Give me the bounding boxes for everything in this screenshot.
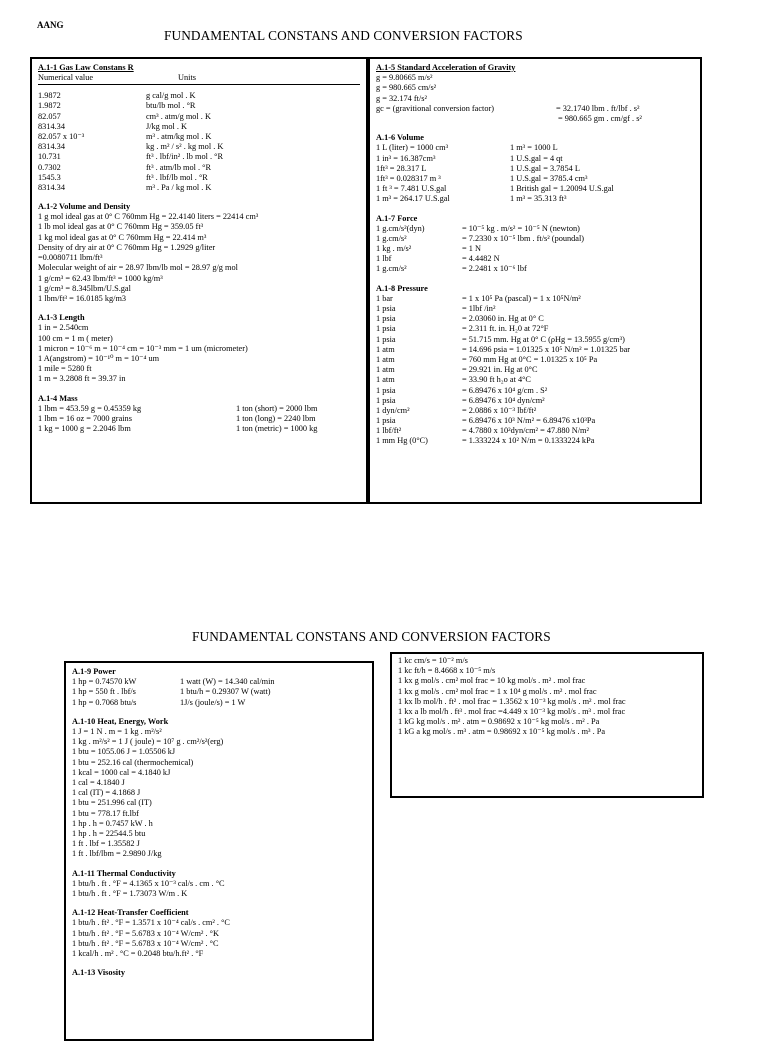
text-line: Molecular weight of air = 28.97 lbm/lb mol = 28.97 g/g mol [38, 263, 238, 273]
right-panel-top [368, 57, 702, 504]
table-row [376, 244, 694, 254]
text-line: 1 kc ft/h = 8.4668 x 10⁻⁵ m/s [398, 666, 496, 676]
row-value: = 1lbf /in² [462, 304, 496, 314]
numeric-value: 8314.34 [38, 142, 65, 152]
section-title: A.1-12 Heat-Transfer Coefficient [72, 908, 189, 918]
table-row [376, 194, 694, 204]
row-key: 1 atm [376, 365, 395, 375]
text-line: 1 btu/h . ft² . °F = 5.6783 x 10⁻⁴ W/cm² . °K [72, 928, 219, 938]
row-key: 1 psia [376, 334, 396, 344]
section-a1-6 [376, 133, 694, 204]
units-value: m³ . atm/kg mol . K [146, 131, 212, 141]
text-line: 1 ft . lbf = 1.35582 J [72, 839, 140, 849]
numeric-value: 82.057 x 10⁻³ [38, 131, 85, 141]
row-value: 1 U.S.gal = 4 qt [510, 153, 563, 163]
table-row [376, 164, 694, 174]
text-line: 1 kx lb mol/h . ft² . mol frac = 1.3562 x 10⁻³ kg mol/s . m² . mol frac [398, 696, 626, 706]
numeric-value: 82.057 [38, 111, 61, 121]
text-line: 1 btu/h . ft . °F = 4.1365 x 10⁻³ cal/s . cm . °C [72, 878, 225, 888]
gc-value: = 32.1740 lbm . ft/lbf . s² [556, 103, 640, 113]
numeric-value: 1.9872 [38, 91, 61, 101]
row-value: = 51.715 mm. Hg at 0° C (ρHg = 13.5955 g/cm³) [462, 334, 625, 344]
table-row [376, 365, 694, 375]
table-row [376, 254, 694, 264]
text-line: 1 hp . h = 0.7457 kW . h [72, 818, 153, 828]
row-key: 1 psia [376, 395, 396, 405]
table-row [376, 324, 694, 334]
text-line: 1 kg . m²/s² = 1 J ( joule) = 10⁷ g . cm²/s²(erg) [72, 737, 224, 747]
units-value: g cal/g mol . K [146, 91, 196, 101]
table-row [376, 224, 694, 234]
text-line: 1 kg mol ideal gas at 0° C 760mm Hg = 22.414 m³ [38, 232, 207, 242]
text-line: 1 kcal/h . m² . °C = 0.2048 btu/h.ft² . °F [72, 949, 204, 959]
row-key: 1 g.cm/s² [376, 233, 407, 243]
numeric-value: 8314.34 [38, 121, 65, 131]
mass-table [38, 404, 360, 435]
numeric-value: 0.7302 [38, 162, 61, 172]
row-key: 1 lbf/ft² [376, 426, 402, 436]
text-line: 1 btu = 252.16 cal (thermochemical) [72, 757, 194, 767]
row-key: 1 psia [376, 324, 396, 334]
row-key: 1 g.cm/s² [376, 264, 407, 274]
text-line: 1 micron = 10⁻⁶ m = 10⁻⁴ cm = 10⁻³ mm = 1 um (micrometer) [38, 343, 248, 353]
table-row [376, 234, 694, 244]
section-a1-8 [376, 284, 694, 447]
left-panel-top [30, 57, 368, 504]
text-line: 1 btu = 251.996 cal (IT) [72, 798, 152, 808]
units-value: ft³ . lbf/in² . lb mol . °R [146, 152, 223, 162]
row-key: 1 dyn/cm² [376, 405, 410, 415]
row-key: 1 psia [376, 314, 396, 324]
text-line: 1 ft . lbf/lbm = 2.9890 J/kg [72, 849, 162, 859]
row-key: 1 lbm = 16 oz = 7000 grains [38, 413, 132, 423]
row-key: 1 g.cm/s²(dyn) [376, 223, 425, 233]
text-line: Density of dry air at 0° C 760mm Hg = 1.2929 g/liter [38, 242, 216, 252]
row-value: 1 ton (metric) = 1000 kg [236, 424, 318, 434]
section-a1-1 [38, 63, 360, 193]
section-title: A.1-13 Visosity [72, 968, 126, 978]
section-a1-2 [38, 202, 360, 304]
row-key: 1 hp = 550 ft . lbf/s [72, 687, 136, 697]
row-value: = 2.311 ft. in. H₂0 at 72°F [462, 324, 549, 334]
table-row [376, 406, 694, 416]
table-row [38, 91, 360, 101]
text-line: 1 g/cm³ = 8.345lbm/U.S.gal [38, 283, 131, 293]
section-title: A.1-10 Heat, Energy, Work [72, 716, 169, 726]
row-value: = 6.89476 x 10³ N/m² = 6.89476 x10³Pa [462, 416, 596, 426]
text-line: 1 mile = 5280 ft [38, 364, 92, 374]
text-line: g = 980.665 cm/s² [376, 83, 437, 93]
text-line: 1 kx a lb mol/h . ft³ . mol frac =4.449 x 10⁻³ kg mol/s . m³ . mol frac [398, 707, 626, 717]
table-row [376, 355, 694, 365]
page-title: FUNDAMENTAL CONSTANS AND CONVERSION FACTORS [164, 28, 523, 43]
page-title: FUNDAMENTAL CONSTANS AND CONVERSION FACTORS [192, 629, 551, 644]
line-list [72, 727, 366, 860]
col-header-units: Units [178, 73, 196, 83]
row-key: 1 L (liter) = 1000 cm³ [376, 143, 449, 153]
row-key: 1 bar [376, 293, 393, 303]
row-value: = 2.0886 x 10⁻³ lbf/ft² [462, 405, 537, 415]
numeric-value: 1545.3 [38, 172, 61, 182]
text-line: 1 hp . h = 22544.5 btu [72, 829, 146, 838]
table-row [376, 416, 694, 426]
force-table [376, 224, 694, 275]
row-value: 1 m³ = 35.313 ft³ [510, 194, 567, 204]
row-value: = 6.89476 x 10⁴ g/cm . S² [462, 385, 548, 395]
row-value: 1 British gal = 1.20094 U.S.gal [510, 184, 614, 194]
table-row [376, 294, 694, 304]
section-title: A.1-9 Power [72, 667, 116, 676]
row-value: = 4.4482 N [462, 254, 500, 264]
row-value: = 14.696 psia = 1.01325 x 10⁵ N/m² = 1.01325 bar [462, 344, 631, 354]
row-key: 1 kg . m/s² [376, 244, 412, 254]
mass-transfer-panel [390, 652, 704, 798]
line-list [376, 73, 694, 104]
volume-table [376, 143, 694, 204]
units-value: m³ . Pa / kg mol . K [146, 182, 212, 192]
section-a1-13 [72, 968, 366, 978]
text-line: 1 btu/h . ft² . °F = 1.3571 x 10⁻⁴ cal/s . cm² . °C [72, 918, 230, 928]
row-value: 1 watt (W) = 14.340 cal/min [180, 677, 275, 687]
line-list [38, 323, 360, 384]
row-value: = 29.921 in. Hg at 0°C [462, 365, 538, 375]
text-line: 1 cal = 4.1840 J [72, 777, 125, 787]
table-row [38, 132, 360, 142]
table-row [376, 264, 694, 274]
table-row [38, 173, 360, 183]
table-row [72, 698, 366, 708]
table-row [376, 375, 694, 385]
section-title: A.1-7 Force [376, 213, 418, 223]
text-line: g = 9.80665 m/s² [376, 73, 433, 83]
table-row [376, 154, 694, 164]
numeric-value: 8314.34 [38, 182, 65, 192]
row-key: 1 lbm = 453.59 g = 0.45359 kg [38, 403, 142, 413]
text-line: 1 A(angstrom) = 10⁻¹⁰ m = 10⁻⁴ um [38, 353, 160, 363]
row-key: 1 hp = 0.74570 kW [72, 677, 137, 687]
text-line: 1 lbm/ft³ = 16.0185 kg/m3 [38, 293, 127, 303]
table-row [72, 687, 366, 697]
section-a1-11 [72, 869, 366, 900]
row-key: 1ft³ = 0.028317 m ³ [376, 173, 441, 183]
row-key: 1 hp = 0.7068 btu/s [72, 697, 137, 707]
section-title: A.1-3 Length [38, 313, 85, 323]
units-value: ft³ . atm/lb mol . °R [146, 162, 212, 172]
text-line: 1 kx g mol/s . cm² mol frac = 1 x 10⁴ g mol/s . m² . mol frac [398, 686, 597, 696]
text-line: 1 kc cm/s = 10⁻² m/s [398, 656, 468, 665]
row-key: 1 lbf [376, 254, 392, 264]
table-row [376, 314, 694, 324]
row-value: = 760 mm Hg at 0°C = 1.01325 x 10⁵ Pa [462, 354, 598, 364]
section-a1-3 [38, 313, 360, 384]
table-row [72, 677, 366, 687]
text-line: 1 btu/h . ft² . °F = 5.6783 x 10⁻⁴ W/cm² . °C [72, 938, 219, 948]
text-line: 1 m = 3.2808 ft = 39.37 in [38, 374, 126, 384]
section-a1-5 [376, 63, 694, 124]
row-value: = 33.90 ft h₂o at 4°C [462, 375, 531, 385]
row-value: = 10⁻⁵ kg . m/s² = 10⁻⁵ N (newton) [462, 223, 580, 233]
section-a1-12 [72, 908, 366, 959]
row-key: 1 ft ³ = 7.481 U.S.gal [376, 184, 447, 194]
text-line: 1 kcal = 1000 cal = 4.1840 kJ [72, 767, 171, 777]
pressure-table [376, 294, 694, 447]
text-line: 1 g mol ideal gas at 0° C 760mm Hg = 22.4140 liters = 22414 cm³ [38, 212, 259, 222]
numeric-value: 10.731 [38, 152, 61, 162]
section-a1-10 [72, 717, 366, 860]
section-title: A.1-8 Pressure [376, 283, 428, 293]
section-title: A.1-11 Thermal Conductivity [72, 868, 176, 878]
table-row [38, 163, 360, 173]
line-list [38, 212, 360, 304]
table-row [38, 404, 360, 414]
section-a1-9 [72, 667, 366, 708]
row-value: = 1 x 10⁵ Pa (pascal) = 1 x 10⁵N/m² [462, 293, 581, 303]
row-key: 1 m³ = 264.17 U.S.gal [376, 194, 450, 204]
gas-constant-table [38, 91, 360, 193]
section-title: A.1-2 Volume and Density [38, 202, 131, 212]
row-value: 1 U.S.gal = 3.7854 L [510, 163, 580, 173]
row-value: 1 btu/h = 0.29307 W (watt) [180, 687, 271, 697]
row-value: = 2.2481 x 10⁻⁶ lbf [462, 264, 527, 274]
line-list [72, 918, 366, 959]
table-row [38, 101, 360, 111]
row-value: 1 U.S.gal = 3785.4 cm³ [510, 173, 588, 183]
text-line: 1 lb mol ideal gas at 0° C 760mm Hg = 359.05 ft³ [38, 222, 204, 232]
text-line: 1 kx g mol/s . cm² mol frac = 10 kg mol/s . m² . mol frac [398, 676, 586, 686]
row-value: = 6.89476 x 10⁴ dyn/cm² [462, 395, 545, 405]
row-value: 1 ton (long) = 2240 lbm [236, 413, 316, 423]
table-row [376, 174, 694, 184]
section-title: A.1-1 Gas Law Constans R [38, 63, 134, 72]
gc-value: = 980.665 gm . cm/gf . s² [558, 114, 642, 123]
row-key: 1 atm [376, 375, 395, 385]
gc-label: gc = (gravitional conversion factor) [376, 103, 495, 113]
text-line: 1 kG kg mol/s . m² . atm = 0.98692 x 10⁻⁵ kg mol/s . m² . Pa [398, 717, 600, 727]
power-table [72, 677, 366, 708]
table-row [38, 424, 360, 434]
table-row [376, 386, 694, 396]
col-header-value: Numerical value [38, 73, 94, 83]
text-line: g = 32.174 ft/s² [376, 93, 427, 103]
table-row [38, 122, 360, 132]
row-value: 1 ton (short) = 2000 lbm [236, 403, 318, 413]
line-list [398, 656, 696, 738]
text-line: 1 in = 2.540cm [38, 323, 89, 333]
text-line: 1 kG a kg mol/s . m³ . atm = 0.98692 x 10⁻⁵ kg mol/s . m³ . Pa [398, 727, 606, 737]
row-key: 1 in³ = 16.387cm³ [376, 153, 436, 163]
left-panel-bottom [64, 661, 374, 1041]
units-value: btu/lb mol . °R [146, 101, 196, 111]
units-value: ft³ . lbf/lb mol . °R [146, 172, 208, 182]
table-row [376, 143, 694, 153]
section-a1-7 [376, 214, 694, 275]
units-value: cm³ . atm/g mol . K [146, 111, 211, 121]
section-title: A.1-5 Standard Acceleration of Gravity [376, 63, 516, 72]
table-row [38, 112, 360, 122]
text-line: =0.0080711 lbm/ft³ [38, 253, 103, 263]
text-line: 1 g/cm³ = 62.43 lbm/ft³ = 1000 kg/m³ [38, 273, 163, 283]
table-row [38, 142, 360, 152]
gc-row [376, 104, 694, 114]
text-line: 1 btu = 778.17 ft.lbf [72, 808, 139, 818]
row-value: 1 m³ = 1000 L [510, 143, 558, 153]
numeric-value: 1.9872 [38, 101, 61, 111]
row-key: 1ft³ = 28.317 L [376, 163, 427, 173]
row-value: 1J/s (joule/s) = 1 W [180, 697, 246, 707]
table-row [376, 304, 694, 314]
row-key: 1 atm [376, 344, 395, 354]
table-header [38, 73, 360, 85]
text-line: 1 btu = 1055.06 J = 1.05506 kJ [72, 747, 176, 757]
text-line: 1 cal (IT) = 4.1868 J [72, 788, 141, 798]
row-key: 1 psia [376, 416, 396, 426]
table-row [38, 414, 360, 424]
table-row [376, 396, 694, 406]
section-a1-4 [38, 394, 360, 435]
text-line: 1 btu/h . ft . °F = 1.73073 W/m . K [72, 889, 188, 899]
table-row [376, 436, 694, 446]
units-value: kg . m² / s² . kg mol . K [146, 142, 224, 152]
row-key: 1 kg = 1000 g = 2.2046 lbm [38, 424, 131, 434]
line-list [72, 879, 366, 899]
text-line: 1 J = 1 N . m = 1 kg . m²/s² [72, 726, 162, 736]
table-row [376, 184, 694, 194]
table-row [376, 335, 694, 345]
section-title: A.1-4 Mass [38, 393, 78, 403]
row-key: 1 mm Hg (0°C) [376, 436, 428, 446]
table-row [38, 183, 360, 193]
row-value: = 1 N [462, 244, 481, 254]
row-value: = 2.03060 in. Hg at 0° C [462, 314, 544, 324]
table-row [376, 426, 694, 436]
row-value: = 1.333224 x 10² N/m = 0.1333224 kPa [462, 436, 595, 446]
row-key: 1 atm [376, 354, 395, 364]
table-row [38, 152, 360, 162]
table-row [376, 345, 694, 355]
row-key: 1 psia [376, 304, 396, 314]
units-value: J/kg mol . K [146, 121, 188, 131]
text-line: 100 cm = 1 m ( meter) [38, 333, 113, 343]
brand-label: AANG [37, 20, 64, 30]
section-title: A.1-6 Volume [376, 133, 424, 143]
row-key: 1 psia [376, 385, 396, 395]
gc-row [376, 114, 694, 124]
row-value: = 7.2330 x 10⁻⁵ lbm . ft/s² (poundal) [462, 233, 585, 243]
row-value: = 4.7880 x 10²dyn/cm² = 47.880 N/m² [462, 426, 589, 436]
